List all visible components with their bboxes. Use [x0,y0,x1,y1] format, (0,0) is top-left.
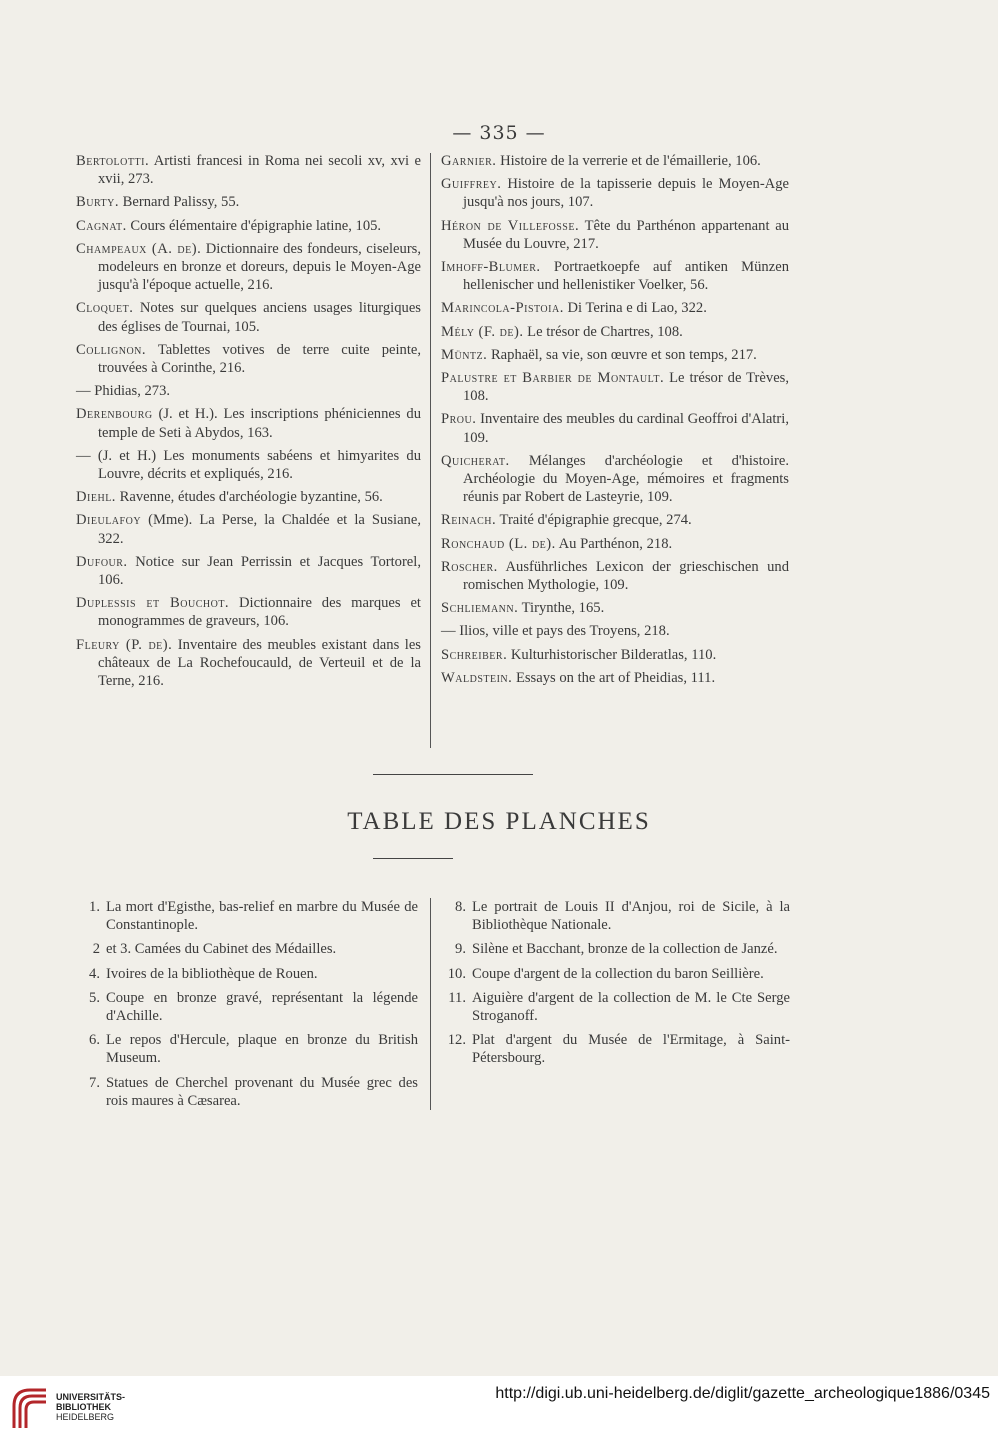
index-column-right [441,152,789,692]
column-divider [430,153,431,748]
plate-description: et 3. Camées du Cabinet des Médailles. [106,941,337,958]
index-entry [441,346,789,364]
index-entry-author: Guiffrey. [441,176,502,193]
plate-entry [72,1074,418,1110]
index-entry-author: Imhoff-Blumer. [441,259,541,276]
index-entry-author: Palustre et Barbier de Montault. [441,370,665,387]
library-name-line2: BIBLIOTHEK [56,1402,111,1412]
plate-number: 6. [89,1032,100,1049]
index-entry-author: Bertolotti. [76,153,150,169]
index-entry [441,669,789,687]
plate-description: Le portrait de Louis II d'Anjou, roi de Sicile, à la Bibliothèque Nationale. [472,899,790,934]
index-entry-author: Champeaux (A. de). [76,240,202,257]
index-entry [76,636,421,691]
plate-description: Plat d'argent du Musée de l'Ermitage, à Saint-Pétersbourg. [472,1032,790,1067]
index-entry-text: Di Terina e di Lao, 322. [563,300,707,317]
plate-description: La mort d'Egisthe, bas-relief en marbre du Musée de Constantinople. [106,899,418,934]
index-entry [76,240,421,295]
plate-description: Coupe d'argent de la collection du baron Seillière. [472,965,764,982]
index-entry-author: Garnier. [441,153,497,169]
index-entry [441,369,789,405]
plate-number: 12. [447,1032,466,1049]
index-entry-text: Tête du Parthénon appartenant au Musée du Louvre, 217. [463,217,789,252]
index-entry-text: Ausführliches Lexicon der grieschischen und romischen Mythologie, 109. [463,558,789,594]
plate-description: Silène et Bacchant, bronze de la collection de Janzé. [472,941,778,958]
index-entry-text: (J. et H.). Les inscriptions phéniciennes du temple de Seti à Abydos, 163. [98,406,421,441]
index-entry-text: Mélanges d'archéologie et d'histoire. Archéologie du Moyen-Age, mémoires et fragments réunis par Robert de Lasteyrie, 109. [463,452,789,506]
plates-column-left [72,898,418,1116]
index-entry-text: — Phidias, 273. [76,383,171,400]
index-entry [441,299,789,317]
plate-number: 10. [447,965,466,982]
index-entry-text: Ravenne, études d'archéologie byzantine, 56. [115,489,383,506]
index-entry-author: Dufour. [76,553,128,570]
index-entry-text: Histoire de la verrerie et de l'émaillerie, 106. [496,153,761,169]
index-entry-author: Waldstein. [441,669,513,686]
index-entry-text: Essays on the art of Pheidias, 111. [512,669,716,686]
plate-entry [438,965,790,983]
university-library-logo-icon [10,1384,50,1432]
index-entry-text: Dictionnaire des marques et monogrammes de graveurs, 106. [98,595,421,630]
index-entry-text: Dictionnaire des fondeurs, ciseleurs, modeleurs en bronze et doreurs, depuis le Moyen-Age jusqu'à l'époque actuelle, 216. [98,240,422,294]
index-entry [441,558,789,594]
plate-description: Statues de Cherchel provenant du Musée grec des rois maures à Cæsarea. [106,1074,418,1109]
plate-description: Le repos d'Hercule, plaque en bronze du British Museum. [106,1032,418,1067]
index-entry [76,488,421,506]
section-rule-top [373,774,533,775]
section-title: TABLE DES PLANCHES [347,808,651,835]
plate-entry [438,940,790,958]
index-entry-text: Inventaire des meubles existant dans les châteaux de La Rochefoucauld, de Verteuil et de la Terne, 216. [98,636,421,690]
plate-number: 7. [89,1074,100,1091]
index-entry-author: Müntz. [441,346,488,363]
index-entry-author: Mély (F. de). [441,323,524,340]
index-entry [76,382,421,400]
index-entry [76,553,421,589]
index-entry-text: Notice sur Jean Perrissin et Jacques Tortorel, 106. [98,553,421,589]
index-entry-text: Traité d'épigraphie grecque, 274. [496,512,692,529]
plates-column-right [438,898,790,1074]
index-entry [76,152,421,188]
index-entry-text: Histoire de la tapisserie depuis le Moyen-Age jusqu'à nos jours, 107. [463,176,789,211]
index-column-left [76,152,421,695]
plate-entry [438,898,790,934]
index-entry [76,594,421,630]
plate-entry [72,989,418,1025]
index-entry-author: Ronchaud (L. de). [441,535,556,552]
plates-column-divider [430,898,431,1110]
plate-entry [72,1031,418,1067]
index-entry-author: Schreiber. [441,646,508,663]
index-entry [441,599,789,617]
index-entry [76,511,421,547]
index-entry-author: Collignon. [76,341,147,358]
source-url[interactable]: http://digi.ub.uni-heidelberg.de/diglit/gazette_archeologique1886/0345 [495,1385,990,1402]
index-entry-text: Tirynthe, 165. [518,600,605,617]
index-entry-text: Artisti francesi in Roma nei secoli xv, xvi e xvii, 273. [98,153,421,188]
index-entry-author: Dieulafoy [76,512,142,529]
index-entry-author: Cagnat. [76,217,127,234]
index-entry-text: Raphaël, sa vie, son œuvre et son temps, 217. [487,346,757,363]
index-entry [441,511,789,529]
index-entry [441,452,789,507]
plate-description: Aiguière d'argent de la collection de M. le Cte Serge Stroganoff. [472,989,790,1025]
index-entry-text: — Ilios, ville et pays des Troyens, 218. [441,623,670,640]
index-entry [76,193,421,211]
index-entry-text: Bernard Palissy, 55. [119,194,240,211]
index-entry-text: — (J. et H.) Les monuments sabéens et himyarites du Louvre, décrits et expliqués, 216. [76,447,421,483]
index-entry-text: Cours élémentaire d'épigraphie latine, 105. [126,217,382,234]
index-entry-text: Le trésor de Trèves, 108. [463,370,789,405]
index-entry-text: Inventaire des meubles du cardinal Geoffroi d'Alatri, 109. [463,411,789,446]
page-number: — 335 — [452,122,546,144]
index-entry-text: Kulturhistorischer Bilderatlas, 110. [507,646,717,663]
plate-entry [438,989,790,1025]
index-entry-author: Héron de Villefosse. [441,217,580,234]
plate-entry [72,940,418,958]
index-entry [441,152,789,170]
index-entry [441,217,789,253]
index-entry-text: (Mme). La Perse, la Chaldée et la Susiane, 322. [98,512,421,547]
section-rule-bottom [373,858,453,859]
plate-number: 1. [89,899,100,915]
plate-entry [72,965,418,983]
index-entry-author: Diehl. [76,489,116,506]
plate-number: 5. [89,989,100,1006]
index-entry-text: Tablettes votives de terre cuite peinte, trouvées à Corinthe, 216. [98,341,421,377]
index-entry-author: Schliemann. [441,600,519,617]
index-entry-text: Au Parthénon, 218. [555,535,673,552]
index-entry-author: Reinach. [441,512,497,529]
index-entry [76,217,421,235]
index-entry [76,405,421,441]
plate-number: 4. [89,965,100,982]
plate-entry [438,1031,790,1067]
plate-description: Ivoires de la bibliothèque de Rouen. [106,965,318,982]
index-entry-author: Cloquet. [76,300,134,317]
index-entry [441,175,789,211]
index-entry-text: Portraetkoepfe auf antiken Münzen hellenischer und hellenistiker Voelker, 56. [463,259,789,294]
index-entry-author: Burty. [76,194,120,211]
index-entry [76,299,421,335]
index-entry-text: Notes sur quelques anciens usages liturgiques des églises de Tournai, 105. [98,300,421,335]
plate-entry [72,898,418,934]
index-entry [441,646,789,664]
index-entry [441,535,789,553]
index-entry [76,447,421,483]
index-entry-author: Roscher. [441,558,498,575]
plate-description: Coupe en bronze gravé, représentant la légende d'Achille. [106,989,418,1025]
index-entry [441,258,789,294]
library-name [56,1392,125,1422]
index-entry [441,622,789,640]
index-entry-author: Prou. [441,411,477,428]
index-entry-text: Le trésor de Chartres, 108. [523,323,683,340]
plate-number: 11. [448,989,466,1006]
index-entry-author: Quicherat. [441,452,510,469]
index-entry-author: Derenbourg [76,406,153,423]
index-entry [76,341,421,377]
library-name-line3: HEIDELBERG [56,1412,115,1422]
index-entry [441,410,789,446]
index-entry-author: Marincola-Pistoia. [441,300,564,317]
index-entry-author: Fleury (P. de). [76,636,173,653]
library-name-line1: UNIVERSITÄTS- [56,1392,126,1402]
index-entry-author: Duplessis et Bouchot. [76,595,230,612]
plate-number: 2 [92,941,100,958]
plate-number: 9. [455,941,466,958]
index-entry [441,323,789,341]
plate-number: 8. [455,899,466,915]
